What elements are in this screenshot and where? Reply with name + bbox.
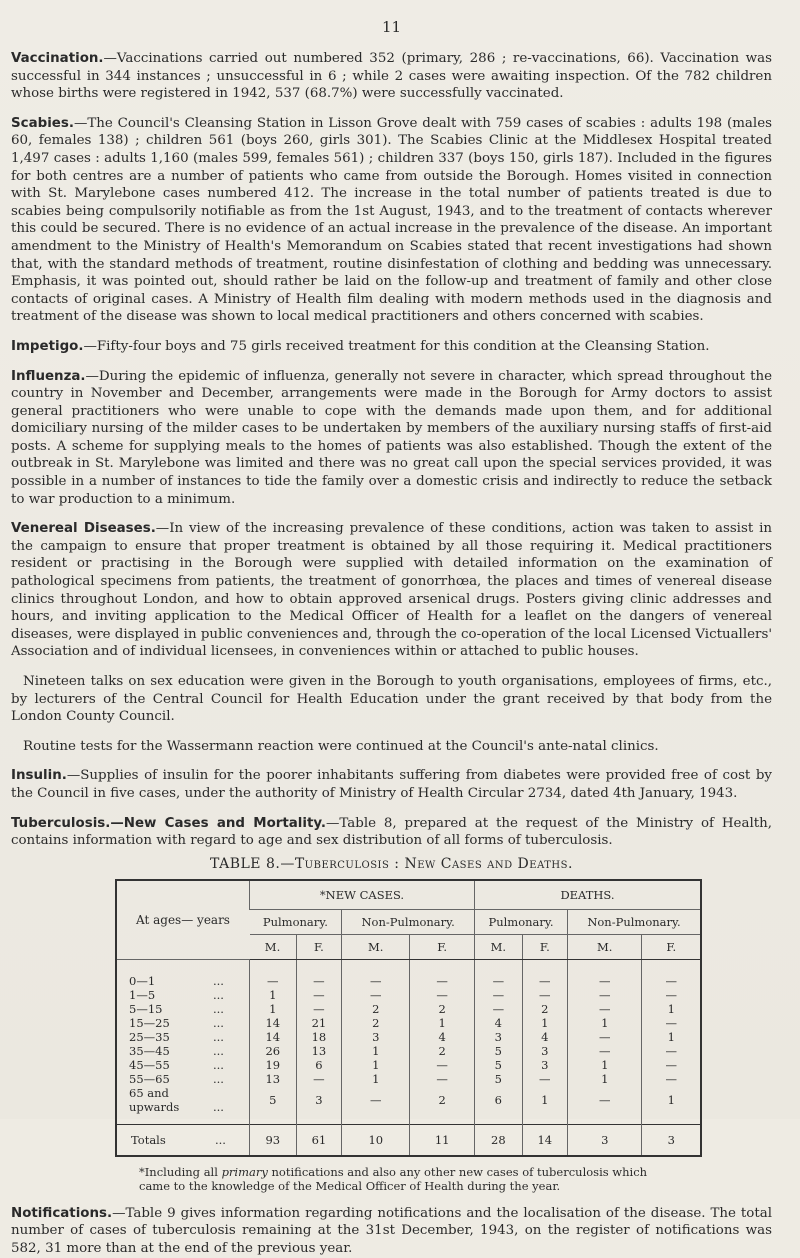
value-cell: — <box>296 1072 342 1086</box>
new-pulmonary-header: Pulmonary. <box>250 909 342 934</box>
value-cell: 1 <box>642 1086 701 1125</box>
value-cell: — <box>642 1044 701 1058</box>
value-cell: 2 <box>410 1044 475 1058</box>
leader-dots: ... <box>215 1132 226 1147</box>
venereal-text: —In view of the increasing prevalence of these conditions, action was taken to assist in the campaign to ensure that proper treatment is obtained by all those requiring it. Medical practitioners resident or practising in the Borough were supplied with detailed information on the examination of pathological specimens from patients, the treatment of gonorrhœa, the places and times of venereal disease clinics throughout London, and how to obtain approved arsenical drugs. Posters giving clinic addresses and hours, and inviting application to the Medical Officer of Health for a leaflet on the dangers of venereal diseases, were displayed in public conveniences and, through the co-operation of the local Licensed Victuallers' Association and of individual licensees, in conveniences within or attached to public houses. <box>11 521 772 660</box>
value-cell: 3 <box>342 1030 410 1044</box>
notifications-paragraph <box>11 1205 772 1258</box>
value-cell: 1 <box>522 1016 567 1030</box>
leader-dots: ... <box>213 1015 224 1030</box>
age-label: 65 and upwards <box>129 1085 180 1114</box>
age-label: 1—5 <box>129 987 156 1002</box>
value-cell: 3 <box>522 1044 567 1058</box>
footnote-emphasis: primary <box>221 1164 268 1179</box>
insulin-text: —Supplies of insulin for the poorer inhabitants suffering from diabetes were provided free of cost by the Council in five cases, under the authority of Ministry of Health Circular 2734, dated 4th January, 1943. <box>11 768 772 801</box>
value-cell: — <box>296 1002 342 1016</box>
value-cell: — <box>522 959 567 988</box>
value-cell: 14 <box>250 1030 297 1044</box>
age-cell <box>116 1044 250 1058</box>
age-cell <box>116 1072 250 1086</box>
venereal-paragraph <box>11 520 772 661</box>
value-cell: — <box>567 988 642 1002</box>
value-cell: — <box>567 1044 642 1058</box>
scabies-paragraph <box>11 115 772 326</box>
value-cell: — <box>410 988 475 1002</box>
value-cell: 2 <box>522 1002 567 1016</box>
leader-dots: ... <box>213 1001 224 1016</box>
tuberculosis-table <box>115 879 702 1157</box>
value-cell: — <box>410 1072 475 1086</box>
value-cell: — <box>296 959 342 988</box>
value-cell: 11 <box>410 1124 475 1156</box>
footnote-pre: *Including all <box>139 1164 222 1179</box>
table-row <box>116 1016 701 1030</box>
value-cell: 2 <box>342 1016 410 1030</box>
value-cell: — <box>642 1058 701 1072</box>
value-cell: 18 <box>296 1030 342 1044</box>
value-cell: 6 <box>296 1058 342 1072</box>
age-cell <box>116 1086 250 1125</box>
value-cell: — <box>410 1058 475 1072</box>
value-cell: 21 <box>296 1016 342 1030</box>
wassermann-paragraph: Routine tests for the Wassermann reaction were continued at the Council's ante-natal clinics. <box>23 738 659 754</box>
notifications-heading: Notifications. <box>11 1205 113 1221</box>
age-cell <box>116 988 250 1002</box>
value-cell: — <box>522 988 567 1002</box>
table-footnote <box>139 1165 659 1193</box>
value-cell: — <box>342 959 410 988</box>
value-cell: 61 <box>296 1124 342 1156</box>
sex-header-m: M. <box>475 934 523 959</box>
table-body <box>116 959 701 1156</box>
age-label: 0—1 <box>129 973 156 988</box>
value-cell: — <box>475 959 523 988</box>
table-title-main: Tuberculosis : New Cases and Deaths. <box>294 855 573 872</box>
value-cell: 1 <box>642 1030 701 1044</box>
value-cell: — <box>567 1086 642 1125</box>
value-cell: 1 <box>342 1072 410 1086</box>
age-label: 55—65 <box>129 1071 170 1086</box>
value-cell: 26 <box>250 1044 297 1058</box>
vaccination-paragraph <box>11 50 772 103</box>
value-cell: 2 <box>342 1002 410 1016</box>
value-cell: 19 <box>250 1058 297 1072</box>
value-cell: — <box>410 959 475 988</box>
value-cell: — <box>296 988 342 1002</box>
age-cell <box>116 1016 250 1030</box>
age-label: 45—55 <box>129 1057 170 1072</box>
age-label: Totals <box>131 1132 166 1147</box>
sex-header-f: F. <box>296 934 342 959</box>
value-cell: 13 <box>296 1044 342 1058</box>
value-cell: 5 <box>250 1086 297 1125</box>
scabies-heading: Scabies. <box>11 115 74 131</box>
leader-dots: ... <box>213 1057 224 1072</box>
value-cell: — <box>522 1072 567 1086</box>
age-cell <box>116 959 250 988</box>
value-cell: 14 <box>522 1124 567 1156</box>
influenza-text: —During the epidemic of influenza, generally not severe in character, which spread throughout the country in November and December, arrangements were made in the Borough for Army doctors to assist general practitioners who were unable to cope with the demands made upon them, and for additional domiciliary nursing of the milder cases to be undertaken by members of the auxiliary nursing staffs of first-aid posts. A scheme for supplying meals to the homes of patients was also established. Though the extent of the outbreak in St. Marylebone was limited and there was no great call upon the special services provided, it was possible in a number of instances to tide the family over a domestic crisis and indirectly to reduce the setback to war production to a minimum. <box>11 368 772 507</box>
page-number: 11 <box>381 18 402 36</box>
value-cell: — <box>642 988 701 1002</box>
impetigo-text: —Fifty-four boys and 75 girls received treatment for this condition at the Cleansing Station. <box>83 338 710 354</box>
insulin-heading: Insulin. <box>11 768 67 784</box>
table-row <box>116 1072 701 1086</box>
value-cell: 1 <box>342 1058 410 1072</box>
value-cell: 1 <box>250 1002 297 1016</box>
new-non-pulmonary-header: Non-Pulmonary. <box>342 909 475 934</box>
tuberculosis-text: —Table 8, prepared at the request of the Ministry of Health, contains information with regard to age and sex distribution of all forms of tuberculosis. <box>11 815 772 849</box>
value-cell: 6 <box>475 1086 523 1125</box>
value-cell: 2 <box>410 1086 475 1125</box>
new-cases-header: *NEW CASES. <box>250 880 475 910</box>
age-label: 5—15 <box>129 1001 163 1016</box>
value-cell: 5 <box>475 1072 523 1086</box>
value-cell: 1 <box>567 1016 642 1030</box>
tuberculosis-heading: Tuberculosis.—New Cases and Mortality. <box>11 815 326 831</box>
age-cell <box>116 1124 250 1156</box>
table-row <box>116 1086 701 1125</box>
sex-header-f: F. <box>522 934 567 959</box>
value-cell: 5 <box>475 1044 523 1058</box>
table-row <box>116 1058 701 1072</box>
value-cell: — <box>342 988 410 1002</box>
age-cell <box>116 1030 250 1044</box>
table-title <box>11 856 772 872</box>
leader-dots: ... <box>213 973 224 988</box>
value-cell: 1 <box>522 1086 567 1125</box>
impetigo-heading: Impetigo. <box>11 338 84 354</box>
vaccination-heading: Vaccination. <box>11 51 104 66</box>
scabies-text: —The Council's Cleansing Station in Lisson Grove dealt with 759 cases of scabies : adults 198 (males 60, females 138) ; children 561 (boys 260, girls 301). The Scabies Clinic at the Middlesex Hospital treated 1,497 cases : adults 1,160 (males 599, females 561) ; children 337 (boys 150, girls 187). Included in the figures for both centres are a number of patients who came from outside the Borough. Homes visited in connection with St. Marylebone cases numbered 412. The increase in the total number of patients treated is due to scabies being compulsorily notifiable as from the 1st August, 1943, and to the treatment of contacts wherever this could be secured. There is no evidence of an actual increase in the prevalence of the disease. An important amendment to the Ministry of Health's Memorandum on Scabies stated that recent investigations had shown that, with the standard methods of treatment, routine disinfestation of clothing and bedding was unnecessary. Emphasis, it was pointed out, should rather be laid on the follow-up and treatment of family and other close contacts of original cases. A Ministry of Health film dealing with modern methods used in the diagnosis and treatment of the disease was shown to local medical practitioners and others concerned with scabies. <box>11 115 772 325</box>
sex-header-f: F. <box>642 934 701 959</box>
value-cell: — <box>250 959 297 988</box>
table-row <box>116 1030 701 1044</box>
sex-header-m: M. <box>342 934 410 959</box>
value-cell: 3 <box>475 1030 523 1044</box>
leader-dots: ... <box>213 1043 224 1058</box>
value-cell: 1 <box>342 1044 410 1058</box>
value-cell: — <box>342 1086 410 1125</box>
age-cell <box>116 1002 250 1016</box>
value-cell: — <box>642 1016 701 1030</box>
age-label: 25—35 <box>129 1029 170 1044</box>
deaths-non-pulmonary-header: Non-Pulmonary. <box>567 909 701 934</box>
value-cell: — <box>567 1002 642 1016</box>
leader-dots: ... <box>213 1029 224 1044</box>
influenza-heading: Influenza. <box>11 368 86 384</box>
value-cell: — <box>475 988 523 1002</box>
table-row <box>116 1002 701 1016</box>
value-cell: 1 <box>642 1002 701 1016</box>
sex-header-f: F. <box>410 934 475 959</box>
sex-education-paragraph: Nineteen talks on sex education were given in the Borough to youth organisations, employees of firms, etc., by lecturers of the Central Council for Health Education under the grant received by that body from the London County Council. <box>11 674 772 725</box>
notifications-text: —Table 9 gives information regarding notifications and the localisation of the disease. The total number of cases of tuberculosis remaining at the 31st December, 1943, on the register of notifications was 582, 31 more than at the end of the previous year. <box>11 1205 772 1256</box>
value-cell: — <box>642 1072 701 1086</box>
insulin-paragraph <box>11 767 772 802</box>
value-cell: — <box>567 1030 642 1044</box>
vaccination-text: —Vaccinations carried out numbered 352 (primary, 286 ; re-vaccinations, 66). Vaccination was successful in 344 instances ; unsuccessful in 6 ; while 2 cases were awaiting inspection. Of the 782 children whose births were registered in 1942, 537 (68.7%) were successfully vaccinated. <box>11 51 772 102</box>
table-title-prefix: TABLE 8.— <box>210 855 295 872</box>
tuberculosis-paragraph <box>11 815 772 850</box>
deaths-header: DEATHS. <box>475 880 701 910</box>
age-label: 35—45 <box>129 1043 170 1058</box>
value-cell: 1 <box>410 1016 475 1030</box>
value-cell: — <box>475 1002 523 1016</box>
value-cell: 1 <box>250 988 297 1002</box>
value-cell: 13 <box>250 1072 297 1086</box>
value-cell: 1 <box>567 1058 642 1072</box>
value-cell: 3 <box>567 1124 642 1156</box>
leader-dots: ... <box>213 1099 224 1114</box>
venereal-heading: Venereal Diseases. <box>11 521 156 537</box>
value-cell: 3 <box>642 1124 701 1156</box>
value-cell: 3 <box>296 1086 342 1125</box>
leader-dots: ... <box>213 987 224 1002</box>
value-cell: 93 <box>250 1124 297 1156</box>
value-cell: 28 <box>475 1124 523 1156</box>
age-label: 15—25 <box>129 1015 170 1030</box>
value-cell: 4 <box>475 1016 523 1030</box>
age-cell <box>116 1058 250 1072</box>
impetigo-paragraph <box>11 338 772 356</box>
value-cell: 1 <box>567 1072 642 1086</box>
value-cell: — <box>567 959 642 988</box>
value-cell: 14 <box>250 1016 297 1030</box>
value-cell: 5 <box>475 1058 523 1072</box>
value-cell: 10 <box>342 1124 410 1156</box>
value-cell: 4 <box>522 1030 567 1044</box>
table-row <box>116 1044 701 1058</box>
table-row <box>116 988 701 1002</box>
value-cell: 2 <box>410 1002 475 1016</box>
sex-header-m: M. <box>250 934 297 959</box>
age-column-header: At ages— years <box>116 880 250 960</box>
sex-header-m: M. <box>567 934 642 959</box>
table-row <box>116 959 701 988</box>
influenza-paragraph <box>11 368 772 509</box>
value-cell: — <box>642 959 701 988</box>
deaths-pulmonary-header: Pulmonary. <box>475 909 568 934</box>
value-cell: 4 <box>410 1030 475 1044</box>
value-cell: 3 <box>522 1058 567 1072</box>
leader-dots: ... <box>213 1071 224 1086</box>
totals-row <box>116 1124 701 1156</box>
footnote-post: notifications and also any other new cases of tuberculosis which came to the knowledge of the Medical Officer of Health during the year. <box>139 1164 648 1193</box>
